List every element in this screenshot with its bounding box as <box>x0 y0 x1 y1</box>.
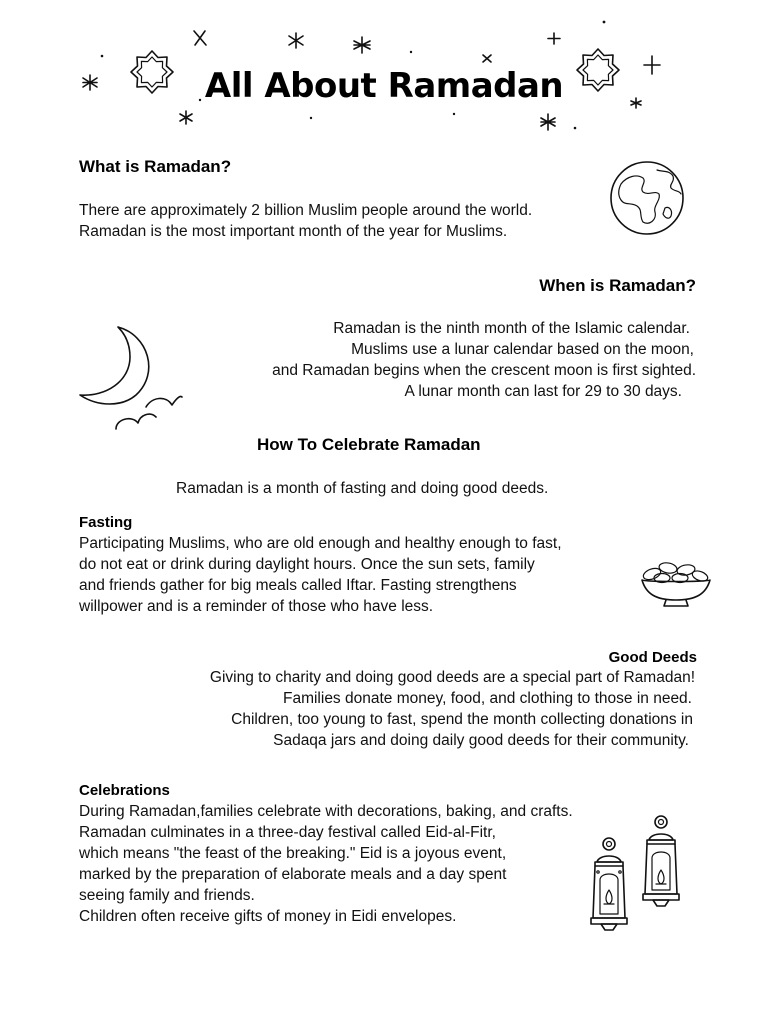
fasting-paragraph <box>79 533 562 617</box>
when-line: Ramadan is the ninth month of the Islamic calendar. <box>333 320 690 337</box>
fasting-heading: Fasting <box>79 514 133 531</box>
fasting-line: willpower and is a reminder of those who have less. <box>79 598 434 615</box>
what-line: There are approximately 2 billion Muslim people around the world. <box>79 202 533 219</box>
globe-icon <box>609 160 689 240</box>
lantern-icon <box>585 812 695 932</box>
when-line: Muslims use a lunar calendar based on the moon, <box>351 341 694 358</box>
celebrations-line: During Ramadan,families celebrate with decorations, baking, and crafts. <box>79 803 573 820</box>
celebrations-heading: Celebrations <box>79 782 170 799</box>
celebrations-line: Ramadan culminates in a three-day festival called Eid-al-Fitr, <box>79 824 496 841</box>
how-heading: How To Celebrate Ramadan <box>257 435 481 454</box>
dates-bowl-icon <box>640 558 712 610</box>
when-paragraph <box>272 318 696 402</box>
good-deeds-paragraph <box>210 667 695 751</box>
celebrations-line: seeing family and friends. <box>79 887 255 904</box>
celebrations-line: marked by the preparation of elaborate meals and a day spent <box>79 866 507 883</box>
fasting-line: and friends gather for big meals called Iftar. Fasting strengthens <box>79 577 517 594</box>
good-deeds-line: Families donate money, food, and clothing to those in need. <box>282 690 692 707</box>
page-title: All About Ramadan <box>204 66 564 106</box>
when-line: and Ramadan begins when the crescent moon is first sighted. <box>272 362 696 379</box>
celebrations-line: which means "the feast of the breaking." Eid is a joyous event, <box>79 845 507 862</box>
good-deeds-heading: Good Deeds <box>608 649 697 666</box>
celebrations-paragraph <box>79 801 573 927</box>
good-deeds-line: Giving to charity and doing good deeds are a special part of Ramadan! <box>209 669 695 686</box>
what-paragraph <box>79 200 532 242</box>
crescent-moon-icon <box>76 325 186 435</box>
when-heading: When is Ramadan? <box>539 276 696 295</box>
fasting-line: do not eat or drink during daylight hours. Once the sun sets, family <box>79 556 535 573</box>
what-line: Ramadan is the most important month of the year for Muslims. <box>79 223 508 240</box>
what-heading: What is Ramadan? <box>79 157 232 176</box>
when-line: A lunar month can last for 29 to 30 days. <box>404 383 682 400</box>
how-intro <box>176 478 548 499</box>
how-intro-line: Ramadan is a month of fasting and doing good deeds. <box>176 480 549 497</box>
celebrations-line: Children often receive gifts of money in Eidi envelopes. <box>79 908 457 925</box>
fasting-line: Participating Muslims, who are old enough and healthy enough to fast, <box>79 535 562 552</box>
good-deeds-line: Sadaqa jars and doing daily good deeds for their community. <box>273 732 689 749</box>
good-deeds-line: Children, too young to fast, spend the month collecting donations in <box>231 711 693 728</box>
